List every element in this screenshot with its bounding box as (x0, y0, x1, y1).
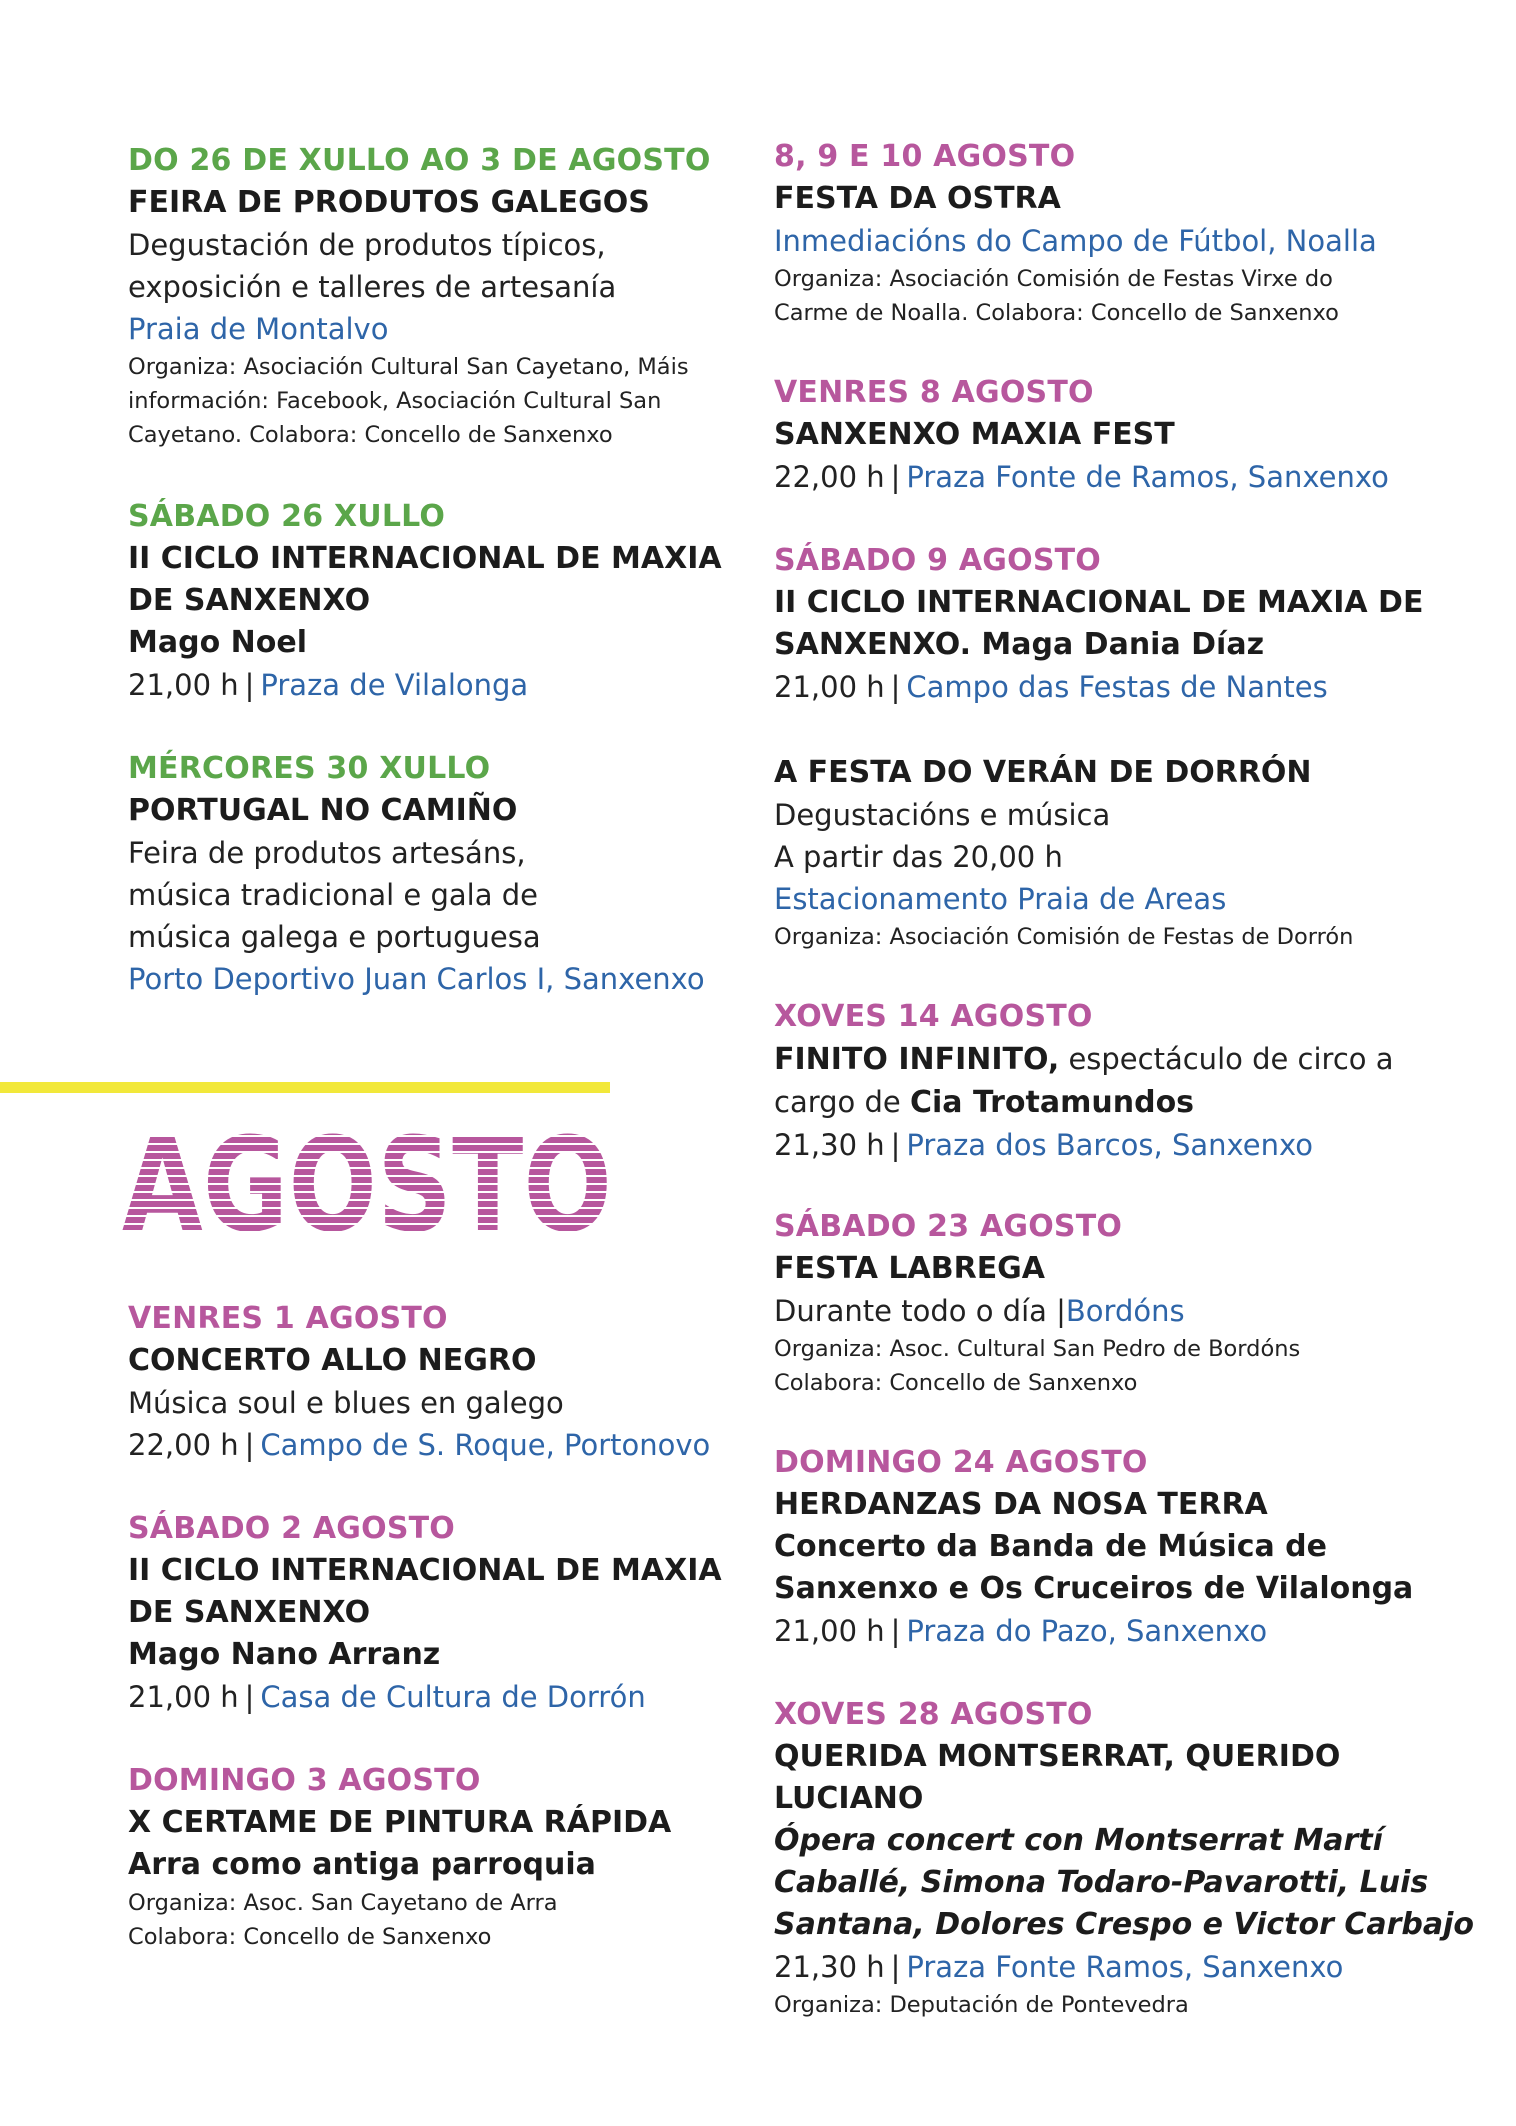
event-subtitle: Ópera concert con Montserrat Martí (774, 1823, 1383, 1858)
event-place: Praia de Montalvo (128, 312, 389, 346)
event-organizer: Organiza: Asociación Cultural San Cayetano, Máis (128, 354, 689, 380)
event-herdanzas-da-nosa-terra (774, 1442, 1414, 1652)
event-place: Inmediacións do Campo de Fútbol, Noalla (774, 224, 1377, 258)
event-place: Campo de S. Roque, Portonovo (260, 1428, 711, 1462)
event-organizer: Organiza: Asoc. San Cayetano de Arra (128, 1890, 558, 1916)
separator: | (1056, 1294, 1066, 1328)
separator: | (244, 1428, 255, 1462)
event-time-place (774, 1610, 1414, 1652)
event-maxia-maga-dania-diaz (774, 540, 1424, 708)
event-date: VENRES 1 AGOSTO (128, 1301, 448, 1336)
event-place: Praza de Vilalonga (260, 668, 529, 702)
event-date: SÁBADO 23 AGOSTO (774, 1209, 1123, 1244)
event-title: HERDANZAS DA NOSA TERRA (774, 1487, 1268, 1522)
event-title: FESTA DA OSTRA (774, 181, 1061, 216)
event-subtitle: Mago Nano Arranz (128, 1637, 441, 1672)
event-title: X CERTAME DE PINTURA RÁPIDA (128, 1805, 672, 1840)
event-description: Degustación de produtos típicos, (128, 228, 606, 262)
event-title: FESTA LABREGA (774, 1251, 1046, 1286)
event-title: LUCIANO (774, 1781, 924, 1816)
event-organizer: Cayetano. Colabora: Concello de Sanxenxo (128, 422, 613, 448)
event-date: XOVES 28 AGOSTO (774, 1697, 1093, 1732)
separator: | (890, 1128, 901, 1162)
event-subtitle: Arra como antiga parroquia (128, 1847, 596, 1882)
event-organizer: Carme de Noalla. Colabora: Concello de Sanxenxo (774, 300, 1339, 326)
event-place: Casa de Cultura de Dorrón (260, 1680, 646, 1714)
event-maxia-mago-noel (128, 496, 738, 706)
event-description: cargo de (774, 1085, 910, 1119)
event-subtitle: Caballé, Simona Todaro-Pavarotti, Luis (774, 1865, 1429, 1900)
separator: | (244, 668, 255, 702)
event-place: Praza Fonte Ramos, Sanxenxo (906, 1950, 1344, 1984)
event-place: Bordóns (1065, 1294, 1185, 1328)
event-time-place (774, 666, 1414, 708)
event-organizer: Colabora: Concello de Sanxenxo (774, 1370, 1138, 1396)
event-date: XOVES 14 AGOSTO (774, 999, 1093, 1034)
event-date: 8, 9 E 10 AGOSTO (774, 139, 1076, 174)
month-heading-graphic (122, 1109, 618, 1261)
event-sanxenxo-maxia-fest (774, 372, 1414, 498)
event-organizer: Organiza: Deputación de Pontevedra (774, 1992, 1189, 2018)
event-organizer: información: Facebook, Asociación Cultural San (128, 388, 662, 414)
event-date: DO 26 DE XULLO AO 3 DE AGOSTO (128, 143, 711, 178)
event-date: MÉRCORES 30 XULLO (128, 751, 491, 786)
event-certame-pintura-rapida (128, 1760, 738, 1954)
event-place: Praza dos Barcos, Sanxenxo (906, 1128, 1314, 1162)
event-title: SANXENXO MAXIA FEST (774, 417, 1175, 452)
event-time: 21,00 h (128, 668, 239, 702)
event-maxia-mago-nano-arranz (128, 1508, 738, 1718)
event-title: FINITO INFINITO, (774, 1042, 1060, 1077)
event-organizer: Organiza: Asociación Comisión de Festas de Dorrón (774, 924, 1354, 950)
event-time-place (774, 1946, 1414, 1988)
event-subtitle: Sanxenxo e Os Cruceiros de Vilalonga (774, 1571, 1414, 1606)
event-title: PORTUGAL NO CAMIÑO (128, 793, 518, 828)
event-title: CONCERTO ALLO NEGRO (128, 1343, 537, 1378)
yellow-divider (0, 1082, 610, 1093)
event-time: 21,30 h (774, 1950, 885, 1984)
event-description: música tradicional e gala de (128, 878, 538, 912)
event-subtitle: Mago Noel (128, 625, 307, 660)
event-time-place (774, 1290, 1414, 1332)
separator: | (244, 1680, 255, 1714)
event-date: SÁBADO 26 XULLO (128, 499, 446, 534)
event-time-place (774, 456, 1414, 498)
event-time-place (774, 1124, 1414, 1166)
event-title: DE SANXENXO (128, 1595, 371, 1630)
separator: | (890, 1614, 901, 1648)
event-querida-montserrat (774, 1694, 1475, 2022)
separator: | (890, 670, 901, 704)
event-title: FEIRA DE PRODUTOS GALEGOS (128, 185, 650, 220)
event-date: SÁBADO 2 AGOSTO (128, 1511, 455, 1546)
event-time-place (128, 664, 738, 706)
event-feira-produtos-galegos (128, 140, 738, 452)
event-time: 22,00 h (128, 1428, 239, 1462)
event-description: música galega e portuguesa (128, 920, 541, 954)
event-finito-infinito (774, 996, 1414, 1166)
event-organizer: Organiza: Asociación Comisión de Festas Virxe do (774, 266, 1333, 292)
event-time: 21,00 h (774, 1614, 885, 1648)
event-title-line (774, 1038, 1414, 1081)
event-title: SANXENXO. Maga Dania Díaz (774, 627, 1265, 662)
event-title: II CICLO INTERNACIONAL DE MAXIA (128, 1553, 722, 1588)
event-date: SÁBADO 9 AGOSTO (774, 543, 1101, 578)
event-description-line (774, 1081, 1414, 1124)
event-place: Praza do Pazo, Sanxenxo (906, 1614, 1268, 1648)
event-portugal-no-camino (128, 748, 738, 1000)
event-title: QUERIDA MONTSERRAT, QUERIDO (774, 1739, 1341, 1774)
event-time: 21,00 h (128, 1680, 239, 1714)
event-place: Praza Fonte de Ramos, Sanxenxo (906, 460, 1389, 494)
event-organizer: Colabora: Concello de Sanxenxo (128, 1924, 492, 1950)
event-description: A partir das 20,00 h (774, 840, 1063, 874)
event-time: 21,00 h (774, 670, 885, 704)
event-description: espectáculo de circo a (1059, 1042, 1394, 1076)
event-concerto-allo-negro (128, 1298, 738, 1466)
event-subtitle: Santana, Dolores Crespo e Victor Carbajo (774, 1907, 1475, 1942)
event-date: DOMINGO 3 AGOSTO (128, 1763, 481, 1798)
event-time: 22,00 h (774, 460, 885, 494)
event-description: Degustacións e música (774, 798, 1111, 832)
event-description: Durante todo o día (774, 1294, 1057, 1328)
event-festa-da-ostra (774, 136, 1414, 330)
month-heading-agosto (122, 1109, 618, 1261)
event-description: Música soul e blues en galego (128, 1386, 564, 1420)
event-time: 21,30 h (774, 1128, 885, 1162)
month-heading-text: AGOSTO (122, 1109, 612, 1261)
separator: | (890, 1950, 901, 1984)
event-description: Feira de produtos artesáns, (128, 836, 526, 870)
event-date: DOMINGO 24 AGOSTO (774, 1445, 1148, 1480)
event-title: II CICLO INTERNACIONAL DE MAXIA DE (774, 585, 1424, 620)
event-time-place (128, 1676, 738, 1718)
event-date: VENRES 8 AGOSTO (774, 375, 1094, 410)
event-description: exposición e talleres de artesanía (128, 270, 617, 304)
event-title: A FESTA DO VERÁN DE DORRÓN (774, 755, 1312, 790)
event-place: Porto Deportivo Juan Carlos I, Sanxenxo (128, 962, 705, 996)
event-festa-labrega (774, 1206, 1414, 1400)
event-company: Cia Trotamundos (909, 1085, 1195, 1120)
event-title: DE SANXENXO (128, 583, 371, 618)
event-time-place (128, 1424, 738, 1466)
separator: | (890, 460, 901, 494)
event-organizer: Organiza: Asoc. Cultural San Pedro de Bordóns (774, 1336, 1301, 1362)
event-festa-veran-dorron (774, 752, 1414, 954)
event-subtitle: Concerto da Banda de Música de (774, 1529, 1328, 1564)
event-place: Campo das Festas de Nantes (906, 670, 1328, 704)
event-place: Estacionamento Praia de Areas (774, 882, 1227, 916)
event-title: II CICLO INTERNACIONAL DE MAXIA (128, 541, 722, 576)
